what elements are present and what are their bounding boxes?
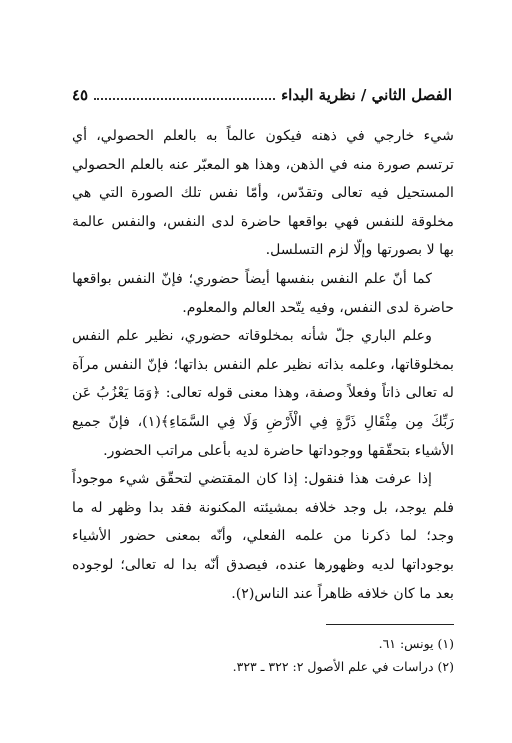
footnote: (١) يونس: ٦١.	[378, 636, 454, 651]
body-text	[72, 122, 454, 608]
footnote: (٢) دراسات في علم الأصول ٢: ٣٢٢ ـ ٣٢٣.	[232, 659, 454, 674]
running-header	[72, 86, 452, 104]
paragraph: كما أنّ علم النفس بنفسها أيضاً حضوري؛ فإنّ النفس بواقعها حاضرة لدى النفس، وفيه يتّحد العالم والمعلوم.	[72, 270, 454, 316]
footnote-separator	[326, 624, 454, 625]
page-number: ٤٥	[72, 86, 89, 104]
dot-leader	[94, 98, 275, 100]
paragraph: إذا عرفت هذا فنقول: إذا كان المقتضي لتحقّق شيء موجوداً فلم يوجد، بل وجد خلافه بمشيئته المكنونة فقد بدا وظهر له ما وجد؛ لما ذكرنا من علمه الفعلي، وأنّه بمعنى حضور الأشياء بوجوداتها لديه وظهورها عنده، فيصدق أنّه بدا له تعالى؛ لوجوده بعد ما كان خلافه ظاهراً عند الناس(٢).	[72, 471, 454, 602]
paragraph: شيء خارجي في ذهنه فيكون عالماً به بالعلم الحصولي، أي ترتسم صورة منه في الذهن، وهذا هو المعبّر عنه بالعلم الحصولي المستحيل فيه تعالى وتقدّس، وأمّا نفس تلك الصورة التي هي مخلوقة للنفس فهي بواقعها حاضرة لدى النفس، والنفس عالمة بها لا بصورتها وإلّا لزم التسلسل.	[72, 128, 454, 259]
paragraph: وعلم الباري جلّ شأنه بمخلوقاته حضوري، نظير علم النفس بمخلوقاتها، وعلمه بذاته نظير علم النفس بذاتها؛ فإنّ النفس مرآة له تعالى ذاتاً وفعلاً وصفة، وهذا معنى قوله تعالى: ﴿وَمَا يَعْزُبُ عَن رَبِّكَ مِن مِثْقَالِ ذَرَّةٍ فِي الْأَرْضِ وَلَا فِي السَّمَاءِ﴾(١)، فإنّ جميع الأشياء بتحقّقها ووجوداتها حاضرة لديه بأعلى مراتب الحضور.	[72, 328, 455, 459]
footnotes	[72, 632, 454, 678]
chapter-title: الفصل الثاني / نظرية البداء	[281, 86, 452, 104]
